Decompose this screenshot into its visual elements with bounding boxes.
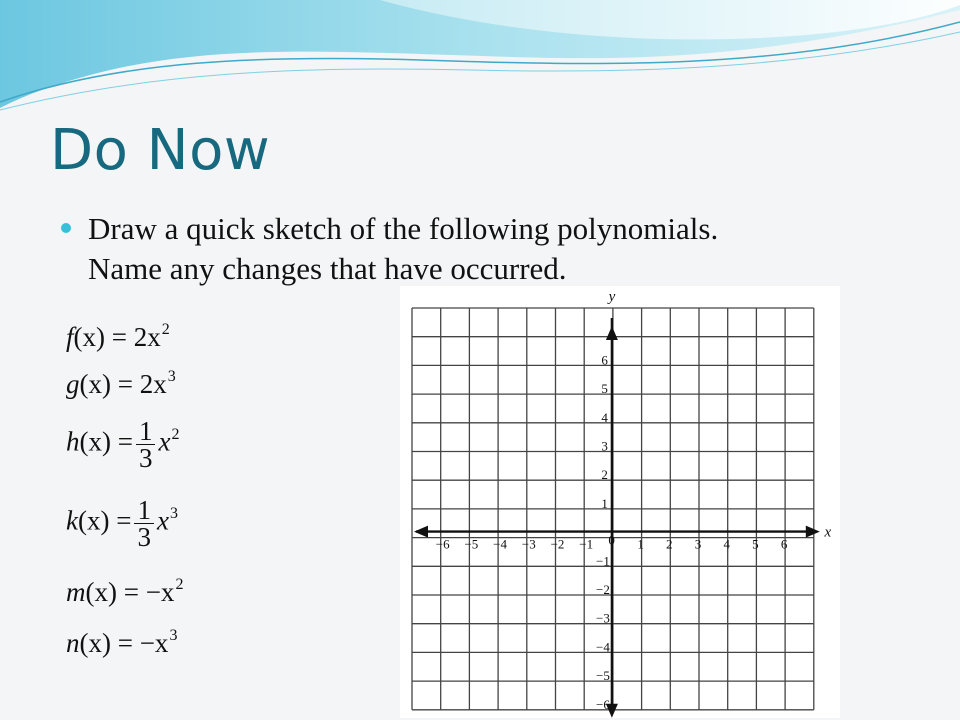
header-wave-decoration: [0, 0, 960, 115]
fraction: $\frac{1}{3}$: [136, 418, 156, 471]
y-tick-label: 3: [601, 438, 608, 454]
x-tick-label: 4: [723, 536, 730, 552]
y-tick-label: 5: [601, 381, 608, 397]
bullet-line-1: Draw a quick sketch of the following polynomials.: [88, 211, 719, 246]
equation-n: $n(x) = -x^3$: [66, 627, 178, 658]
y-tick-label: 1: [601, 495, 608, 511]
coordinate-grid: [400, 286, 840, 718]
x-tick-label: 6: [780, 536, 788, 552]
equation-m: $m(x) = -x^2$: [66, 576, 184, 607]
y-tick-label: 2: [601, 467, 608, 483]
x-tick-label: −3: [521, 536, 536, 552]
x-tick-label: −1: [579, 536, 594, 552]
slide-title: Do Now: [50, 118, 271, 183]
y-tick-label: −5: [596, 668, 610, 684]
x-tick-label: −4: [493, 536, 508, 552]
equation-h: h(x) = $\frac{1}{3}$ $x^2$: [66, 416, 180, 473]
y-tick-label: −6: [596, 696, 610, 712]
bullet-text: [88, 209, 888, 289]
y-axis-label: y: [608, 289, 616, 305]
x-tick-label: 2: [666, 536, 673, 552]
x-tick-label: −6: [435, 536, 450, 552]
y-tick-label: 4: [601, 409, 608, 425]
equation-g: $g(x) = 2x^3$: [66, 368, 176, 399]
bullet-icon: [61, 223, 71, 233]
y-tick-label: 6: [601, 352, 608, 368]
y-tick-label: −3: [596, 610, 610, 626]
x-tick-label: 1: [637, 536, 644, 552]
origin-label: 0: [608, 532, 615, 548]
y-tick-label: −1: [596, 553, 610, 569]
equation-k: k(x) = $\frac{1}{3}$ $x^3$: [66, 495, 178, 552]
x-tick-label: 3: [694, 536, 702, 552]
x-tick-label: −2: [550, 536, 565, 552]
x-tick-label: 5: [752, 536, 759, 552]
x-axis-label: x: [824, 524, 832, 541]
y-tick-label: −4: [596, 639, 610, 655]
bullet-line-2: Name any changes that have occurred.: [88, 251, 567, 286]
equation-f: $f(x) = 2x^2$: [66, 321, 170, 352]
x-tick-label: −5: [464, 536, 479, 552]
fraction: $\frac{1}{3}$: [134, 497, 154, 550]
y-tick-label: −2: [596, 582, 610, 597]
